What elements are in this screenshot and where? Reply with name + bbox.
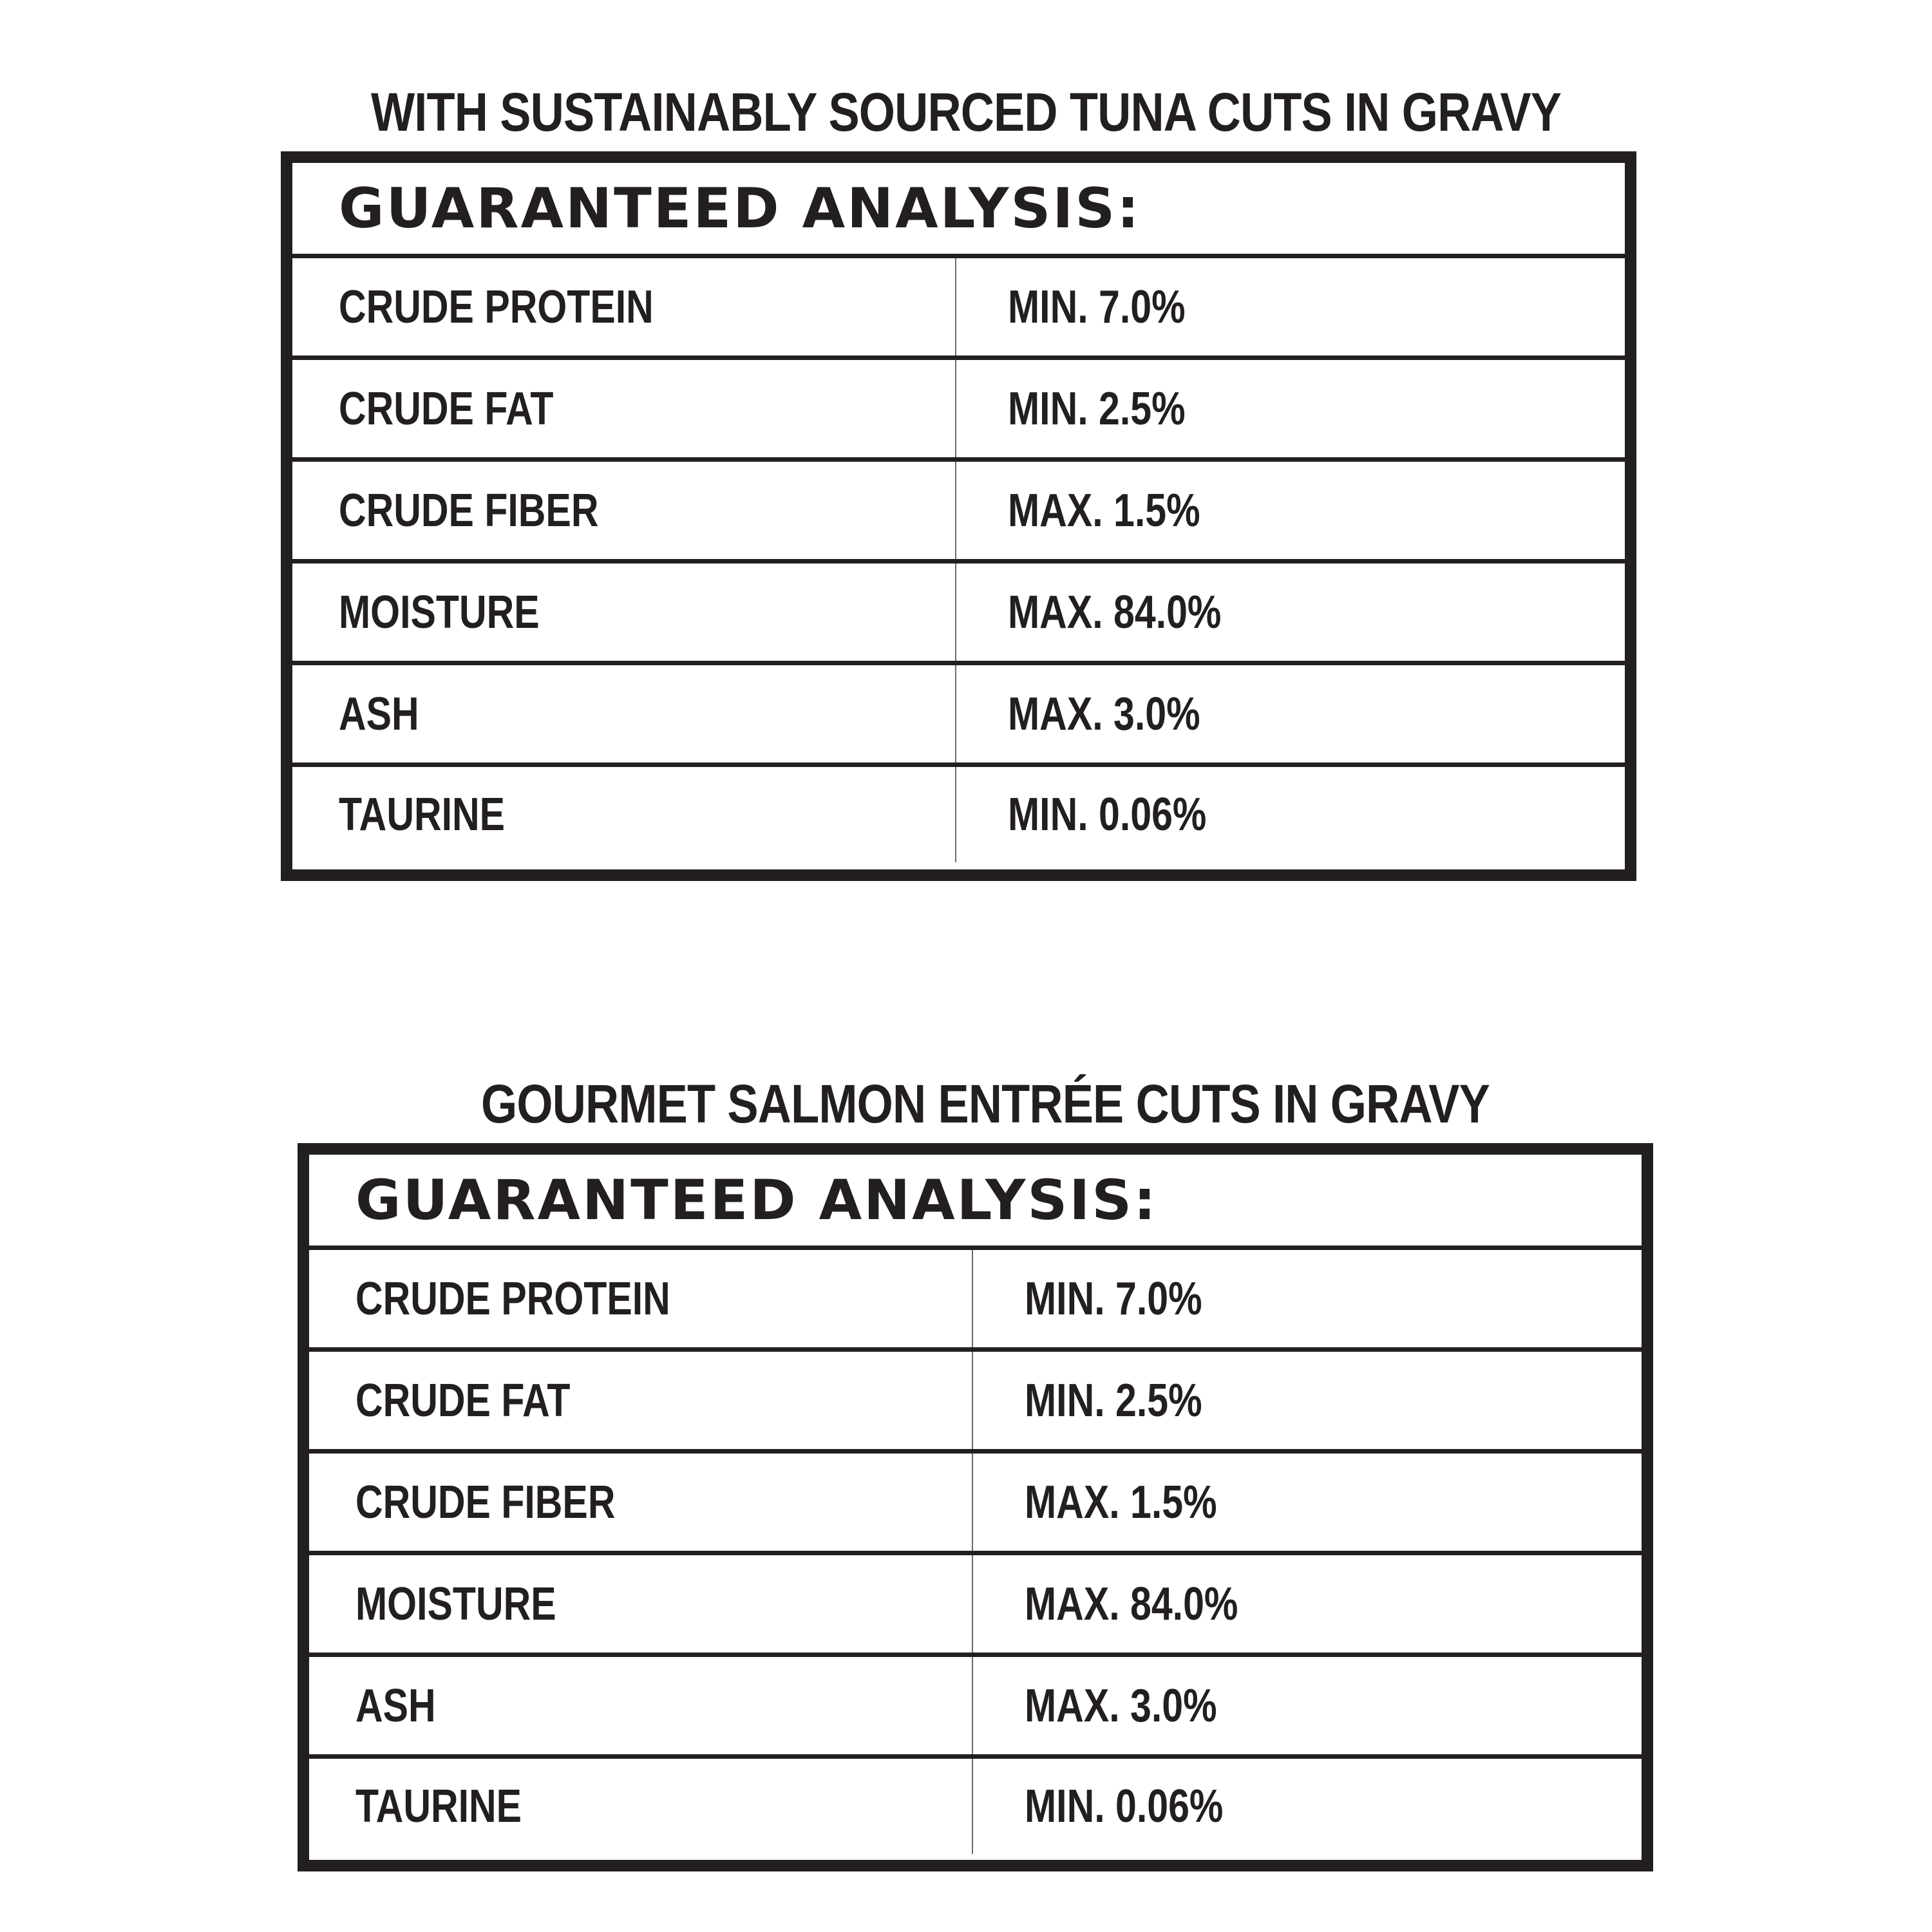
salmon-analysis-heading: GUARANTEED ANALYSIS: — [355, 1168, 1158, 1233]
tuna-title: WITH SUSTAINABLY SOURCED TUNA CUTS IN GRAVY — [370, 82, 1562, 142]
nutrient-label: MOISTURE — [339, 586, 540, 638]
nutrient-label: CRUDE FAT — [355, 1374, 571, 1426]
table-row — [292, 665, 1625, 767]
nutrient-label: CRUDE PROTEIN — [339, 281, 654, 333]
row-value-cell — [973, 1555, 1642, 1653]
nutrient-label: CRUDE FAT — [339, 383, 554, 435]
row-label-cell — [292, 462, 956, 559]
nutrient-value: MAX. 3.0% — [1008, 688, 1200, 740]
row-label-cell — [292, 767, 956, 862]
row-label-cell — [309, 1250, 973, 1347]
nutrient-value: MIN. 7.0% — [1025, 1273, 1202, 1325]
salmon-analysis-panel — [298, 1143, 1653, 1871]
row-value-cell — [956, 665, 1625, 762]
salmon-section — [0, 966, 1932, 1932]
nutrient-label: ASH — [339, 688, 419, 740]
table-row — [309, 1250, 1642, 1352]
table-row — [309, 1555, 1642, 1657]
nutrient-label: ASH — [355, 1680, 436, 1732]
nutrient-label: CRUDE FIBER — [355, 1476, 616, 1528]
table-row — [309, 1454, 1642, 1555]
nutrient-value: MIN. 7.0% — [1008, 281, 1186, 333]
salmon-analysis-header — [309, 1155, 1642, 1250]
table-row — [292, 767, 1625, 862]
nutrient-label: CRUDE FIBER — [339, 484, 599, 536]
nutrient-value: MAX. 3.0% — [1025, 1680, 1217, 1732]
nutrient-value: MAX. 84.0% — [1025, 1578, 1238, 1630]
nutrient-label: TAURINE — [339, 789, 506, 840]
table-row — [309, 1759, 1642, 1854]
table-row — [292, 258, 1625, 360]
tuna-analysis-panel — [281, 151, 1636, 881]
row-label-cell — [292, 360, 956, 457]
row-label-cell — [292, 665, 956, 762]
nutrient-label: TAURINE — [355, 1781, 522, 1832]
tuna-section — [0, 0, 1932, 902]
table-row — [292, 360, 1625, 462]
table-row — [292, 462, 1625, 564]
salmon-title: GOURMET SALMON ENTRÉE CUTS IN GRAVY — [481, 1074, 1490, 1134]
tuna-analysis-heading: GUARANTEED ANALYSIS: — [339, 176, 1141, 241]
row-label-cell — [309, 1555, 973, 1653]
row-value-cell — [973, 1759, 1642, 1854]
row-value-cell — [956, 258, 1625, 355]
row-label-cell — [309, 1759, 973, 1854]
row-value-cell — [956, 360, 1625, 457]
row-label-cell — [309, 1657, 973, 1754]
nutrient-value: MIN. 2.5% — [1025, 1374, 1202, 1426]
row-label-cell — [309, 1454, 973, 1551]
nutrient-value: MAX. 1.5% — [1008, 484, 1200, 536]
nutrient-value: MIN. 0.06% — [1025, 1781, 1224, 1832]
table-row — [292, 564, 1625, 665]
nutrient-label: CRUDE PROTEIN — [355, 1273, 670, 1325]
row-value-cell — [973, 1454, 1642, 1551]
row-value-cell — [956, 564, 1625, 661]
row-value-cell — [956, 767, 1625, 862]
row-value-cell — [973, 1657, 1642, 1754]
row-label-cell — [292, 258, 956, 355]
row-value-cell — [973, 1250, 1642, 1347]
nutrient-value: MAX. 1.5% — [1025, 1476, 1217, 1528]
row-label-cell — [309, 1352, 973, 1449]
tuna-analysis-header — [292, 163, 1625, 258]
row-value-cell — [973, 1352, 1642, 1449]
nutrient-label: MOISTURE — [355, 1578, 556, 1630]
row-label-cell — [292, 564, 956, 661]
row-value-cell — [956, 462, 1625, 559]
nutrient-value: MAX. 84.0% — [1008, 586, 1222, 638]
table-row — [309, 1657, 1642, 1759]
nutrient-value: MIN. 0.06% — [1008, 789, 1207, 840]
table-row — [309, 1352, 1642, 1454]
nutrient-value: MIN. 2.5% — [1008, 383, 1186, 435]
